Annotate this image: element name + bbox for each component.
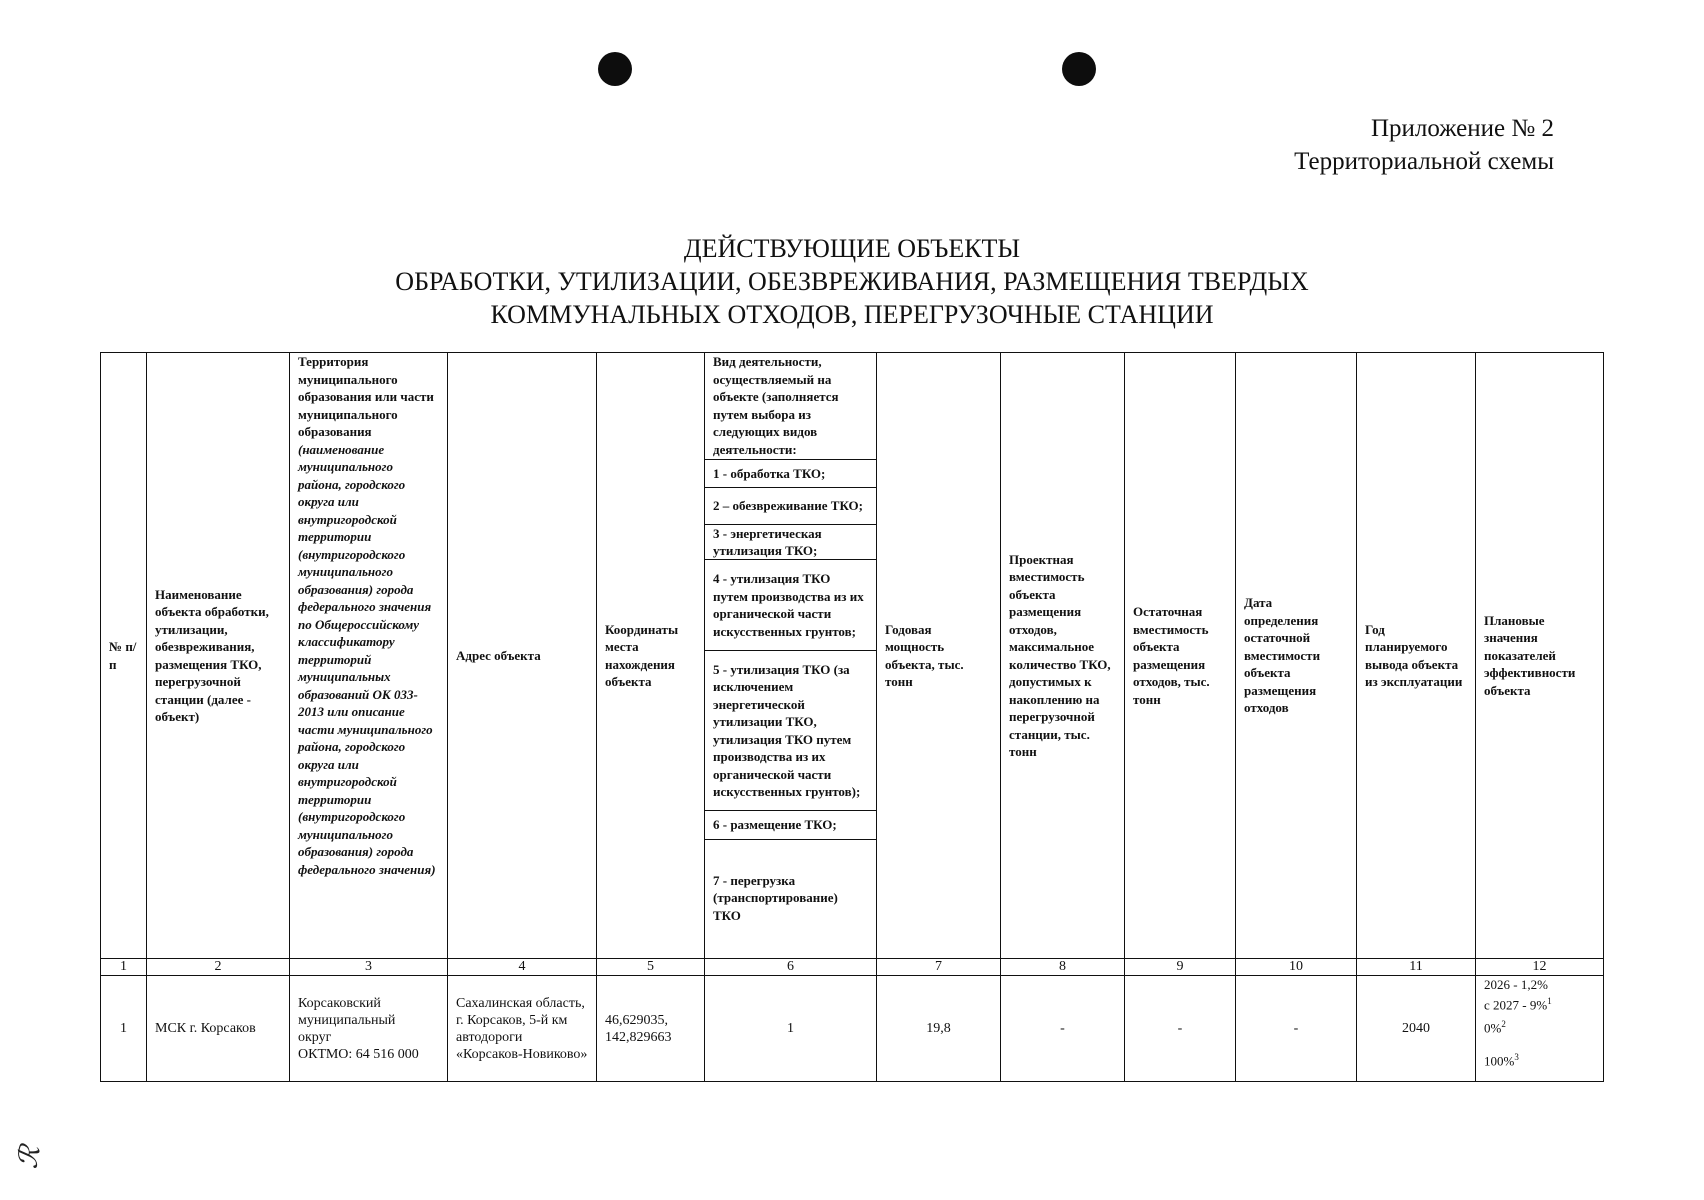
- header-col-5: Координаты места нахождения объекта: [597, 353, 705, 959]
- header-col-9: Остаточная вместимость объекта размещения отходов, тыс. тонн: [1125, 353, 1236, 959]
- document-title: [0, 232, 1704, 331]
- column-number: 4: [448, 959, 597, 976]
- column-number: 5: [597, 959, 705, 976]
- header-col-12: Плановые значения показателей эффективности объекта: [1476, 353, 1604, 959]
- handwritten-mark-icon: ℛ: [12, 1143, 47, 1171]
- efficiency-value-1: 2026 - 1,2%: [1484, 977, 1548, 992]
- appendix-line-2: Территориальной схемы: [1294, 148, 1554, 175]
- facility-coordinates: [597, 976, 705, 1082]
- efficiency-value-2-text: с 2027 - 9%: [1484, 997, 1548, 1013]
- header-col-1: № п/п: [101, 353, 147, 959]
- territory-line-1: Корсаковский: [298, 995, 381, 1011]
- activity-option-1: 1 - обработка ТКО;: [705, 460, 876, 488]
- title-line-2: ОБРАБОТКИ, УТИЛИЗАЦИИ, ОБЕЗВРЕЖИВАНИЯ, РАЗМЕЩЕНИЯ ТВЕРДЫХ: [395, 267, 1309, 296]
- punch-hole-right: [1062, 52, 1096, 86]
- coordinate-longitude: 142,829663: [605, 1029, 672, 1045]
- facility-design-capacity: -: [1001, 976, 1125, 1082]
- activity-option-6: 6 - размещение ТКО;: [705, 811, 876, 840]
- column-number: 11: [1357, 959, 1476, 976]
- activity-option-2: 2 – обезвреживание ТКО;: [705, 488, 876, 525]
- footnote-mark: 1: [1547, 996, 1552, 1006]
- activity-option-3: 3 - энергетическая утилизация ТКО;: [705, 525, 876, 560]
- coordinate-latitude: 46,629035,: [605, 1012, 668, 1028]
- activity-option-4: 4 - утилизация ТКО путем производства из их органической части искусственных грунтов;: [705, 560, 876, 651]
- header-col-3: [290, 353, 448, 959]
- column-number: 1: [101, 959, 147, 976]
- efficiency-value-4-text: 100%: [1484, 1052, 1515, 1068]
- column-number: 12: [1476, 959, 1604, 976]
- facility-efficiency: [1476, 976, 1604, 1082]
- row-number: 1: [101, 976, 147, 1082]
- column-number: 6: [705, 959, 877, 976]
- header-col-11: Год планируемого вывода объекта из эксплуатации: [1357, 353, 1476, 959]
- facility-name: МСК г. Корсаков: [147, 976, 290, 1082]
- activity-option-5: 5 - утилизация ТКО (за исключением энергетической утилизации ТКО, утилизация ТКО путем производства из их органической части искусственных грунтов);: [705, 651, 876, 811]
- header-col-8: Проектная вместимость объекта размещения отходов, максимальное количество ТКО, допустимых к накоплению на перегрузочной станции, тыс. тонн: [1001, 353, 1125, 959]
- header-col-6: [705, 353, 877, 959]
- appendix-label: [1294, 112, 1554, 178]
- facility-territory: [290, 976, 448, 1082]
- activity-intro: Вид деятельности, осуществляемый на объекте (заполняется путем выбора из следующих видов деятельности:: [705, 353, 876, 460]
- column-number: 2: [147, 959, 290, 976]
- table-row: [101, 976, 1604, 1082]
- header-col-10: Дата определения остаточной вместимости объекта размещения отходов: [1236, 353, 1357, 959]
- header-col-3-note: (наименование муниципального района, городского округа или внутригородской территории (внутригородского муниципального образования) города федерального значения по Общероссийскому классификатору территорий муниципальных образований ОК 033-2013 или описание части муниципального района, городского округа или внутригородской территории (внутригородского муниципального образования) города федерального значения): [298, 441, 436, 877]
- column-number: 8: [1001, 959, 1125, 976]
- facilities-table: [100, 352, 1604, 1082]
- column-number-row: [101, 959, 1604, 976]
- efficiency-value-3: [1484, 1016, 1595, 1036]
- facility-residual-capacity: -: [1125, 976, 1236, 1082]
- column-number: 9: [1125, 959, 1236, 976]
- facility-address: Сахалинская область, г. Корсаков, 5-й км автодороги «Корсаков-Новиково»: [448, 976, 597, 1082]
- efficiency-value-4: [1484, 1049, 1595, 1069]
- territory-line-3: округ: [298, 1029, 332, 1045]
- facility-residual-date: -: [1236, 976, 1357, 1082]
- footnote-mark: 2: [1501, 1019, 1506, 1030]
- efficiency-value-2: [1484, 993, 1595, 1013]
- header-col-4: Адрес объекта: [448, 353, 597, 959]
- column-number: 3: [290, 959, 448, 976]
- facility-decommission-year: 2040: [1357, 976, 1476, 1082]
- appendix-line-1: Приложение № 2: [1370, 115, 1554, 142]
- header-col-3-main: Территория муниципального образования или части муниципального образования: [298, 354, 434, 439]
- territory-line-4: ОКТМО: 64 516 000: [298, 1046, 419, 1062]
- facility-activity: 1: [705, 976, 877, 1082]
- footnote-mark: 3: [1514, 1051, 1519, 1062]
- facility-annual-capacity: 19,8: [877, 976, 1001, 1082]
- activity-option-7: 7 - перегрузка (транспортирование) ТКО: [713, 872, 838, 923]
- title-line-3: КОММУНАЛЬНЫХ ОТХОДОВ, ПЕРЕГРУЗОЧНЫЕ СТАНЦИИ: [490, 300, 1214, 329]
- table-header-row: [101, 353, 1604, 959]
- punch-hole-left: [598, 52, 632, 86]
- efficiency-value-3-text: 0%: [1484, 1020, 1502, 1036]
- header-col-7: Годовая мощность объекта, тыс. тонн: [877, 353, 1001, 959]
- title-line-1: ДЕЙСТВУЮЩИЕ ОБЪЕКТЫ: [683, 234, 1021, 263]
- column-number: 7: [877, 959, 1001, 976]
- territory-line-2: муниципальный: [298, 1012, 396, 1028]
- header-col-2: Наименование объекта обработки, утилизации, обезвреживания, размещения ТКО, перегрузочной станции (далее - объект): [147, 353, 290, 959]
- column-number: 10: [1236, 959, 1357, 976]
